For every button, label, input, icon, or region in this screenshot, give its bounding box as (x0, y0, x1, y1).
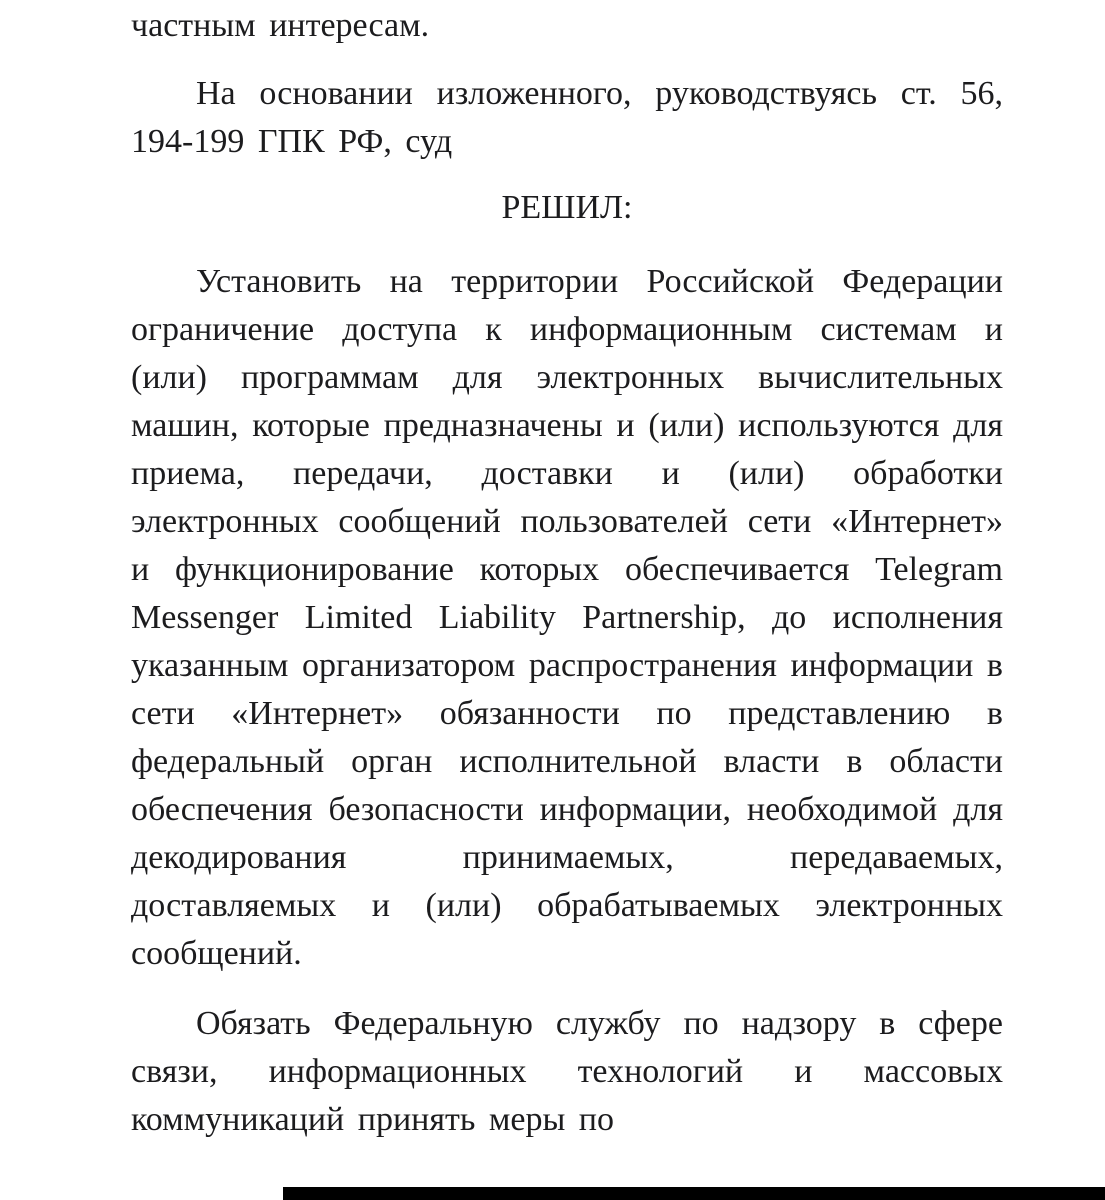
paragraph-private-interests-fragment: частным интересам. (131, 7, 430, 44)
resolution-heading: РЕШИЛ: (501, 189, 633, 226)
paragraph-resolution: Установить на территории Российской Федерации ограничение доступа к информационным системам и (или) программам для электронных вычислительных машин, которые предназначены и (или) используются для приема, передачи, доставки и (или) обработки электронных сообщений пользователей сети «Интернет» и функционирование которых обеспечивается Telegram Messenger Limited Liability Partnership, до исполнения указанным организатором распространения информации в сети «Интернет» обязанности по представлению в федеральный орган исполнительной власти в области обеспечения безопасности информации, необходимой для декодирования принимаемых, передаваемых, доставляемых и (или) обрабатываемых электронных сообщений. (131, 263, 1003, 972)
document-text-block (131, 2, 1003, 1144)
paragraph-obligation: Обязать Федеральную службу по надзору в сфере связи, информационных технологий и массовых коммуникаций принять меры по (131, 1005, 1003, 1138)
paragraph-legal-basis: На основании изложенного, руководствуясь ст. 56, 194-199 ГПК РФ, суд (131, 75, 1003, 160)
bottom-crop-bar (283, 1187, 1105, 1200)
